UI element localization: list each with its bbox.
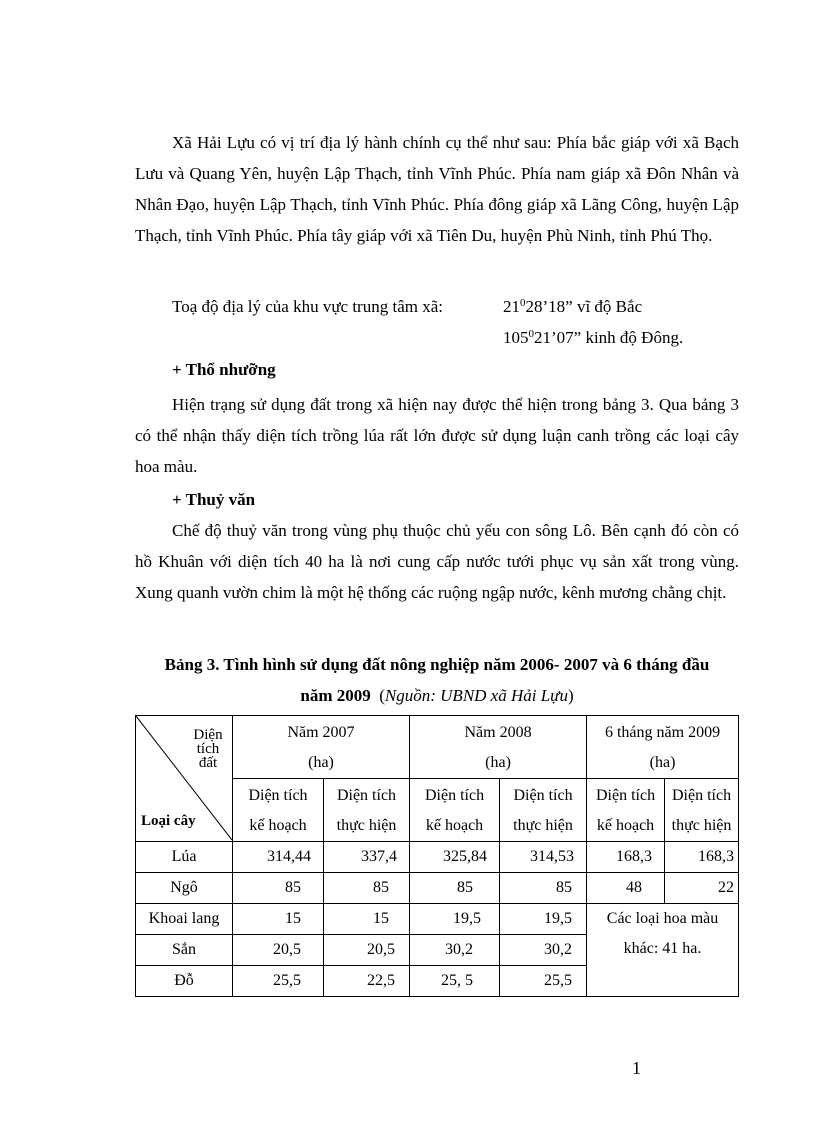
heading-hydrology: + Thuỷ văn <box>172 490 256 509</box>
corner-bottom-label: Loại cây <box>141 813 196 829</box>
latitude: $21^028’18$” vĩ độ Bắc <box>503 297 643 316</box>
crop-label: Đỗ <box>136 966 233 997</box>
longitude: $105^021’07$” kinh độ Đông. <box>503 328 684 347</box>
table-caption-line1: Bảng 3. Tình hình sử dụng đất nông nghiệp năm 2006- 2007 và 6 tháng đầu <box>164 655 710 674</box>
land-use-table <box>135 715 739 997</box>
group-header-2009: 6 tháng năm 2009 (ha) <box>587 716 739 779</box>
value-cell: 22,5 <box>324 966 410 997</box>
value-cell: 20,5 <box>233 935 324 966</box>
value-cell: 15 <box>233 904 324 935</box>
subheader-plan: Diện tích kế hoạch <box>233 779 324 842</box>
table-row <box>136 842 739 873</box>
corner-cell <box>136 716 233 842</box>
value-cell: 30,2 <box>410 935 500 966</box>
heading-soil: + Thổ nhưỡng <box>172 360 276 379</box>
paragraph-hydrology: Chế độ thuỷ văn trong vùng phụ thuộc chủ yếu con sông Lô. Bên cạnh đó còn có hồ Khuân với diện tích 40 ha là nơi cung cấp nước tưới phục vụ sản xất trong vùng. Xung quanh vườn chim là một hệ thống các ruộng ngập nước, kênh mương chằng chịt. <box>135 521 739 602</box>
paragraph-soil: Hiện trạng sử dụng đất trong xã hiện nay được thể hiện trong bảng 3. Qua bảng 3 có thể nhận thấy diện tích trồng lúa rất lớn được sử dụng luận canh trồng các loại cây hoa màu. <box>135 395 739 476</box>
value-cell: 22 <box>665 873 739 904</box>
value-cell: 168,3 <box>587 842 665 873</box>
crop-label: Lúa <box>136 842 233 873</box>
other-crops-note: Các loại hoa màu khác: 41 ha. <box>587 904 739 997</box>
value-cell: 85 <box>324 873 410 904</box>
crop-label: Khoai lang <box>136 904 233 935</box>
table-row <box>136 904 739 935</box>
value-cell: 25, 5 <box>410 966 500 997</box>
crop-label: Sắn <box>136 935 233 966</box>
subheader-plan: Diện tích kế hoạch <box>410 779 500 842</box>
value-cell: 314,44 <box>233 842 324 873</box>
coords-label: Toạ độ địa lý của khu vực trung tâm xã: <box>172 297 443 316</box>
value-cell: 325,84 <box>410 842 500 873</box>
value-cell: 85 <box>410 873 500 904</box>
value-cell: 30,2 <box>500 935 587 966</box>
value-cell: 85 <box>233 873 324 904</box>
table-caption-line2: năm 2009 (Nguồn: UBND xã Hải Lựu) <box>300 686 574 705</box>
value-cell: 25,5 <box>233 966 324 997</box>
corner-top-label: Diện tích đất <box>193 727 223 771</box>
value-cell: 168,3 <box>665 842 739 873</box>
value-cell: 20,5 <box>324 935 410 966</box>
subheader-plan: Diện tích kế hoạch <box>587 779 665 842</box>
subheader-actual: Diện tích thực hiện <box>665 779 739 842</box>
crop-label: Ngô <box>136 873 233 904</box>
group-header-2008: Năm 2008 (ha) <box>410 716 587 779</box>
value-cell: 48 <box>587 873 665 904</box>
table-row <box>136 873 739 904</box>
paragraph-location: Xã Hải Lựu có vị trí địa lý hành chính cụ thể như sau: Phía bắc giáp với xã Bạch Lưu và Quang Yên, huyện Lập Thạch, tỉnh Vĩnh Phúc. Phía nam giáp xã Đôn Nhân và Nhân Đạo, huyện Lập Thạch, tỉnh Vĩnh Phúc. Phía đông giáp xã Lãng Công, huyện Lập Thạch, tỉnh Vĩnh Phúc. Phía tây giáp với xã Tiên Du, huyện Phù Ninh, tỉnh Phú Thọ. <box>135 133 739 245</box>
page-number: 1 <box>632 1058 641 1078</box>
value-cell: 85 <box>500 873 587 904</box>
value-cell: 337,4 <box>324 842 410 873</box>
value-cell: 25,5 <box>500 966 587 997</box>
value-cell: 15 <box>324 904 410 935</box>
subheader-actual: Diện tích thực hiện <box>500 779 587 842</box>
value-cell: 314,53 <box>500 842 587 873</box>
value-cell: 19,5 <box>410 904 500 935</box>
subheader-actual: Diện tích thực hiện <box>324 779 410 842</box>
table-source: Nguồn: UBND xã Hải Lựu <box>384 686 568 705</box>
group-header-2007: Năm 2007 (ha) <box>233 716 410 779</box>
value-cell: 19,5 <box>500 904 587 935</box>
